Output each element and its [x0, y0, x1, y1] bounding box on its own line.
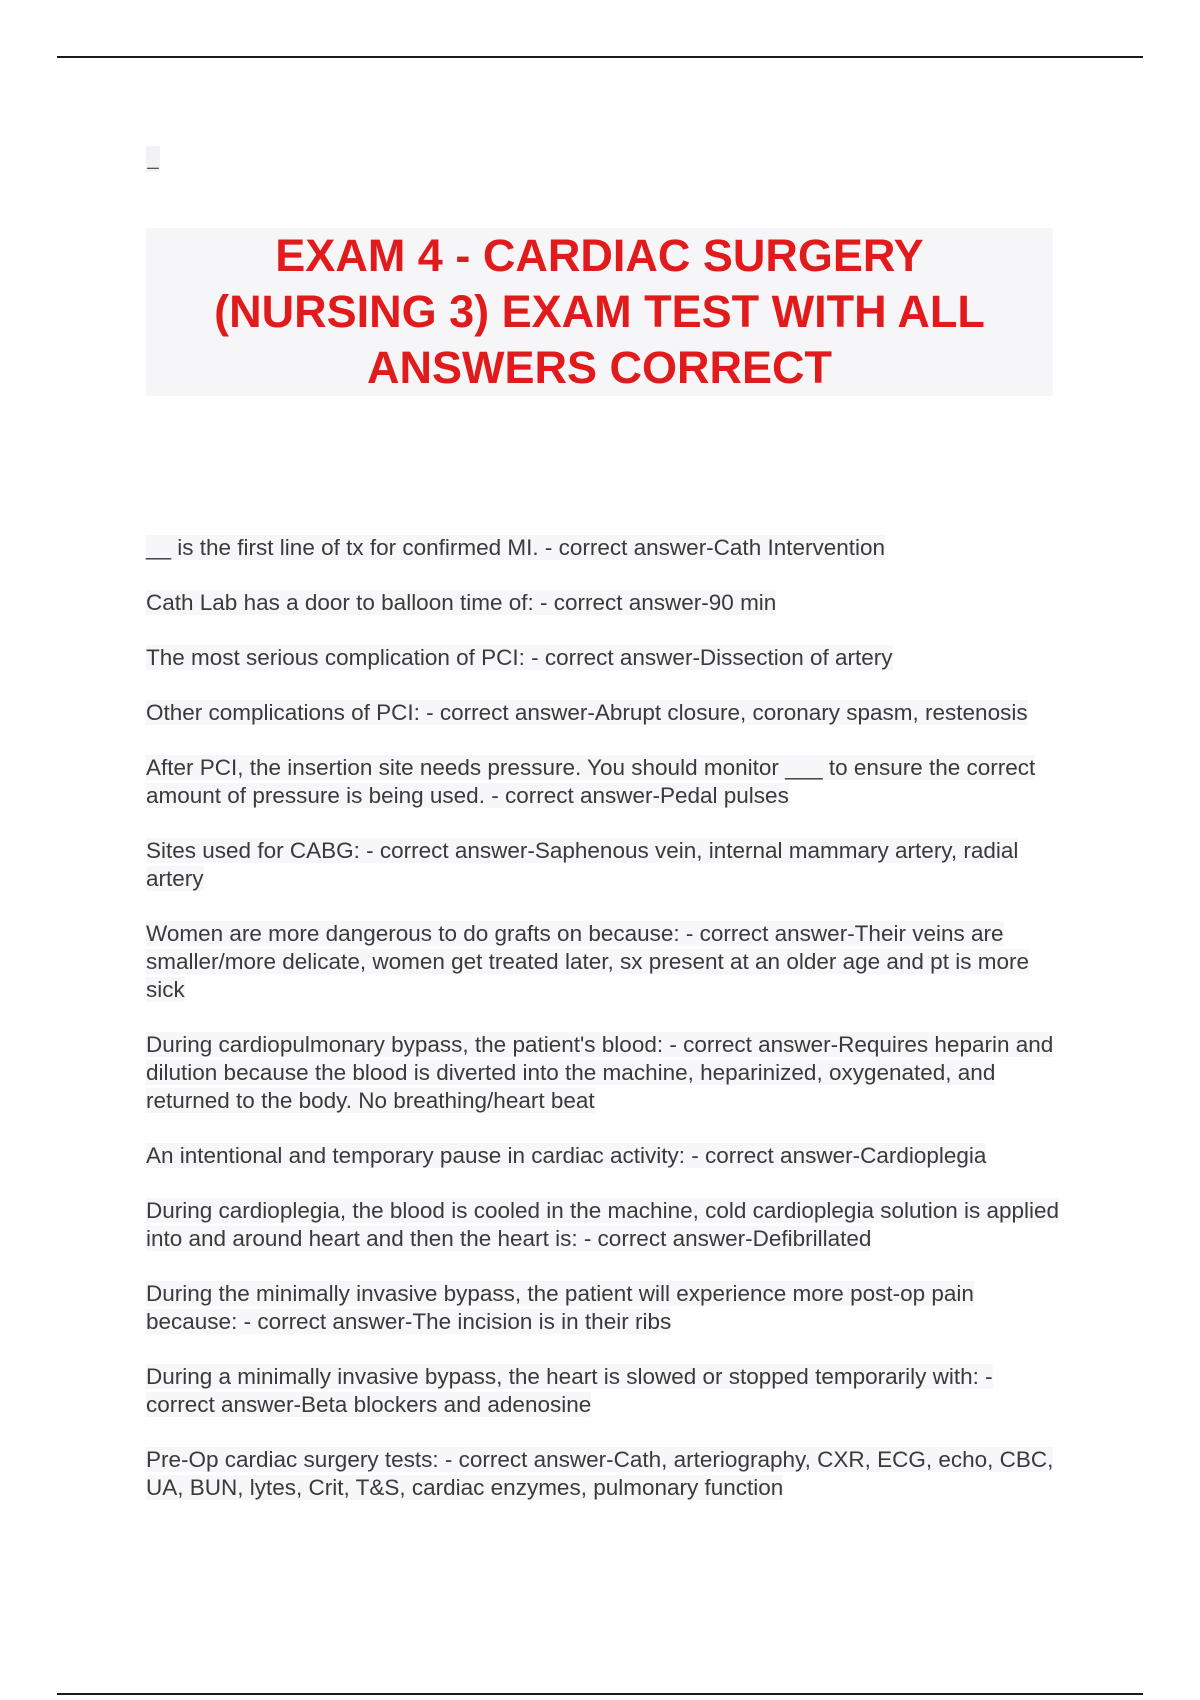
- qa-item: [146, 1363, 1066, 1419]
- qa-text: An intentional and temporary pause in cardiac activity: - correct answer-Cardioplegia: [146, 1143, 987, 1168]
- title-banner: [146, 228, 1053, 396]
- qa-text: During cardioplegia, the blood is cooled in the machine, cold cardioplegia solution is applied into and around heart and then the heart is: - correct answer-Defibrillated: [146, 1198, 1060, 1251]
- qa-item: [146, 534, 1066, 562]
- qa-text: The most serious complication of PCI: - correct answer-Dissection of artery: [146, 645, 893, 670]
- qa-item: [146, 1197, 1066, 1253]
- qa-item: [146, 754, 1066, 810]
- qa-item: [146, 1280, 1066, 1336]
- qa-text: During a minimally invasive bypass, the heart is slowed or stopped temporarily with: - correct answer-Beta blockers and adenosine: [146, 1364, 993, 1417]
- qa-text: Cath Lab has a door to balloon time of: - correct answer-90 min: [146, 590, 777, 615]
- qa-text: Other complications of PCI: - correct answer-Abrupt closure, coronary spasm, restenosis: [146, 700, 1028, 725]
- bottom-rule: [57, 1693, 1143, 1695]
- leading-mark: _: [147, 148, 159, 170]
- qa-item: [146, 699, 1066, 727]
- qa-text: During cardiopulmonary bypass, the patient's blood: - correct answer-Requires heparin and dilution because the blood is diverted into the machine, heparinized, oxygenated, and returned to the body. No breathing/heart beat: [146, 1032, 1054, 1113]
- qa-item: [146, 644, 1066, 672]
- qa-item: [146, 920, 1066, 1004]
- qa-item: [146, 589, 1066, 617]
- document-title: EXAM 4 - CARDIAC SURGERY (NURSING 3) EXAM TEST WITH ALL ANSWERS CORRECT: [214, 230, 985, 393]
- qa-item: [146, 1142, 1066, 1170]
- qa-item: [146, 1031, 1066, 1115]
- qa-text: During the minimally invasive bypass, the patient will experience more post-op pain because: - correct answer-The incision is in their ribs: [146, 1281, 974, 1334]
- qa-text: __ is the first line of tx for confirmed MI. - correct answer-Cath Intervention: [146, 535, 886, 560]
- qa-item: [146, 1446, 1066, 1502]
- qa-text: Sites used for CABG: - correct answer-Saphenous vein, internal mammary artery, radial artery: [146, 838, 1019, 891]
- qa-list: [146, 534, 1066, 1529]
- qa-item: [146, 837, 1066, 893]
- top-rule: [57, 56, 1143, 58]
- qa-text: Pre-Op cardiac surgery tests: - correct answer-Cath, arteriography, CXR, ECG, echo, CBC, UA, BUN, lytes, Crit, T&S, cardiac enzymes, pulmonary function: [146, 1447, 1054, 1500]
- qa-text: Women are more dangerous to do grafts on because: - correct answer-Their veins are smaller/more delicate, women get treated later, sx present at an older age and pt is more sick: [146, 921, 1029, 1002]
- qa-text: After PCI, the insertion site needs pressure. You should monitor ___ to ensure the correct amount of pressure is being used. - correct answer-Pedal pulses: [146, 755, 1036, 808]
